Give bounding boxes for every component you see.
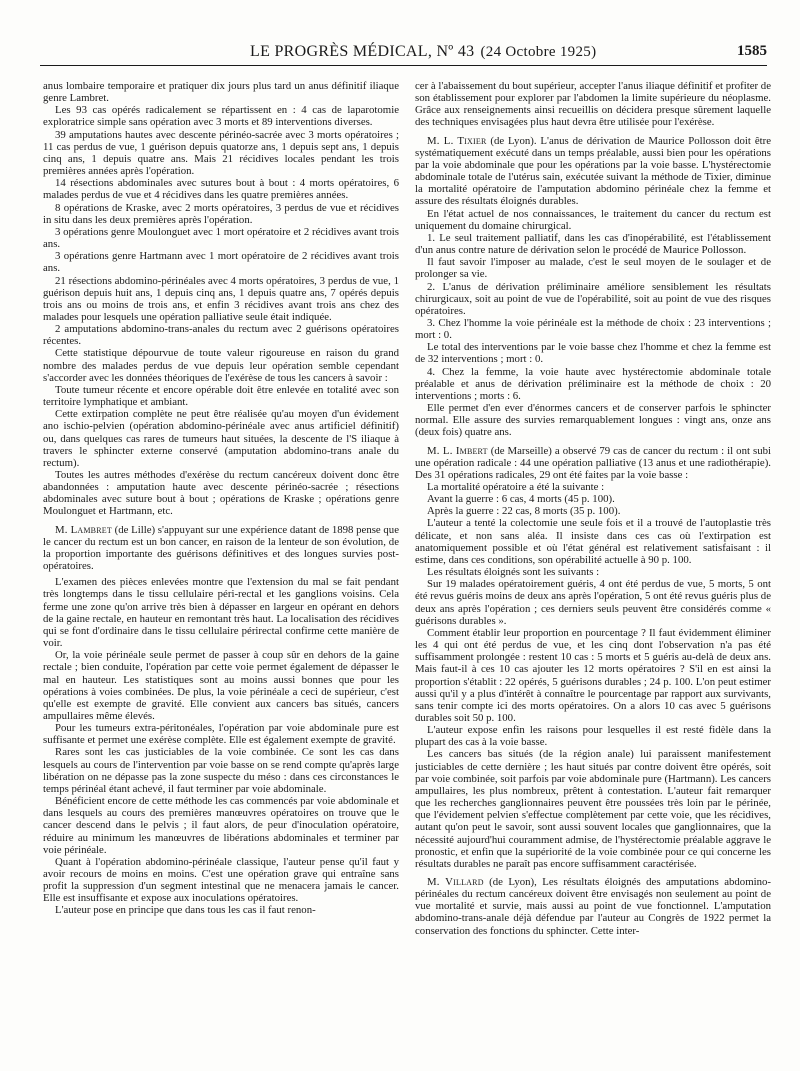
paragraph: Sur 19 malades opératoirement guéris, 4 ont été perdus de vue, 5 morts, 5 ont été revus guéris moins de deux ans après l'opération, 5 ont été revus guéris plus de deux ans après l'opération ; ces derniers seuls peuvent être considérés comme « guérisons durables ».	[415, 578, 771, 627]
paragraph-author-section: M. Lambret (de Lille) s'appuyant sur une expérience datant de 1898 pense que le cancer du rectum est un bon cancer, en raison de la lenteur de son évolution, de la proportion importante des guérisons définitives et des longues survies post-opératoires.	[43, 523, 399, 573]
author-name: M. Villard	[427, 876, 484, 888]
paragraph: Cette extirpation complète ne peut être réalisée qu'au moyen d'un évidement ano ischio-pelvien (opération abdomino-périnéale avec anus artificiel définitif) ou, dans quelques cas rares de tumeurs haut situées, la descente de l'S iliaque à travers le sphincter externe conservé (amputation abdomino-trans anale du rectum).	[43, 408, 399, 469]
author-name: M. Lambret	[55, 523, 112, 536]
paragraph: 2 amputations abdomino-trans-anales du rectum avec 2 guérisons opératoires récentes.	[43, 323, 399, 348]
paragraph: 2. L'anus de dérivation préliminaire améliore sensiblement les résultats chirurgicaux, soit au point de vue de l'opérabilité, soit au point de vue des risques opératoires.	[415, 280, 771, 317]
paragraph: Il faut savoir l'imposer au malade, c'est le seul moyen de le soulager et de prolonger sa vie.	[415, 256, 771, 281]
paragraph: 3 opérations genre Moulonguet avec 1 mort opératoire et 2 récidives avant trois ans.	[43, 225, 399, 251]
paragraph-author-section: M. L. Tixier (de Lyon). L'anus de dérivation de Maurice Pollosson doit être systématiquement exécuté dans un temps préalable, aussi bien pour les opérations par la voie abdominale que pour les opérations par la voie basse. L'hystérectomie abdominale totale de l'utérus sain, exécutée suivant la méthode de Tixier, diminue la mortalité opératoire de l'amputation abdomino périnéale chez la femme et assure des résultats éloignés durables.	[415, 134, 771, 208]
paragraph: L'examen des pièces enlevées montre que l'extension du mal se fait pendant très longtemps dans le tissu cellulaire péri-rectal et les ganglions voisins. Cela ferme une zone qu'on arrive très bien à dépasser en largeur en opérant en dehors de la gaine rectale, en hauteur en remontant très haut. La localisation des récidives qui se font d'ordinaire dans le tissu cellulaire périrectal confirme cette manière de voir.	[43, 576, 399, 650]
paragraph: 4. Chez la femme, la voie haute avec hystérectomie abdominale totale préalable et anus de dérivation préliminaire est la méthode de choix : 20 interventions ; morts : 6.	[415, 365, 771, 402]
paragraph: Rares sont les cas justiciables de la voie combinée. Ce sont les cas dans lesquels au cours de l'intervention par voie basse on se rend compte qu'après large libération on ne dépasse pas la zone suspecte du méso : dans ces circonstances le temps périnéal étant achevé, il faut terminer par voie abdominale.	[43, 746, 399, 795]
paragraph: Après la guerre : 22 cas, 8 morts (35 p. 100).	[427, 505, 621, 518]
paragraph: 8 opérations de Kraske, avec 2 morts opératoires, 3 perdus de vue et récidives in situ dans les deux premières après l'opération.	[43, 201, 399, 226]
paragraph: L'auteur expose enfin les raisons pour lesquelles il est resté fidèle dans la plupart des cas à la voie basse.	[415, 724, 771, 749]
paragraph: Pour les tumeurs extra-péritonéales, l'opération par voie abdominale pure est suffisante et permet une exérèse complète. Elle est également exempte de gravité.	[43, 722, 399, 747]
paragraph: Comment établir leur proportion en pourcentage ? Il faut évidemment éliminer les 4 qui ont été perdus de vue, et les cinq dont l'observation n'a pas été suffisamment prolongée : restent 10 cas : 5 morts et 5 guéris au-delà de deux ans. Mais faut-il à ces 10 cas ajouter les 12 morts opératoires ? S'il en est ainsi la proportion s'établit : 22 opérés, 5 guérisons durables ; 24 p. 100. L'on peut estimer aussi qu'il y a plus d'intérêt à connaître le pourcentage par rapport aux survivants, sans tenir compte ici des morts opératoires. On a alors 10 cas avec 5 guérisons durables soit 50 p. 100.	[415, 626, 771, 724]
paragraph: 3 opérations genre Hartmann avec 1 mort opératoire de 2 récidives avant trois ans.	[43, 250, 399, 275]
paragraph: Cette statistique dépourvue de toute valeur rigoureuse en raison du grand nombre des malades perdus de vue depuis leur opération semble cependant s'accorder avec les données théoriques de l'exérèse de tous les cancers à savoir :	[43, 347, 399, 384]
paragraph: cer à l'abaissement du bout supérieur, accepter l'anus iliaque définitif et profiter de son établissement pour explorer par l'abdomen la limite supérieure du néoplasme. Grâce aux renseignements ainsi recueillis on décidera presque sûrement laquelle des techniques envisagées plus haut devra être utilisée pour l'exérèse.	[415, 80, 771, 129]
paragraph: Les résultats éloignés sont les suivants :	[427, 566, 600, 579]
paragraph: 14 résections abdominales avec sutures bout à bout : 4 morts opératoires, 6 malades perdus de vue et 4 récidives dans les quatre premières années.	[43, 177, 399, 202]
left-column	[43, 80, 399, 1065]
paragraph-author-section: M. L. Imbert (de Marseille) a observé 79 cas de cancer du rectum : il ont subi une opération radicale : 44 une opération palliative (13 anus et une radiothérapie). Des 31 opérations radicales, 29 ont été faites par la voie basse :	[415, 444, 771, 481]
paragraph: Or, la voie périnéale seule permet de passer à coup sûr en dehors de la gaine rectale ; bien conduite, l'opération par cette voie permet également de dépasser le mal en hauteur. Les statistiques sont au moins aussi bonnes que pour les opérations à voies combinées. De plus, la voie périnéale a ceci de supérieur, c'est qu'elle est exempte de gravité. Elle convient aux cancers bas situés, cancers ampullaires même élevés.	[43, 649, 399, 722]
paragraph: L'auteur a tenté la colectomie une seule fois et il a trouvé de l'autoplastie très délicate, et non sans aléa. Il insiste dans ces cas où l'extirpation est anatomiquement possible et où l'état général est relativement satisfaisant : il estime, dans ces conditions, son opérabilité actuelle à 90 p. 100.	[415, 517, 771, 566]
paragraph: Quant à l'opération abdomino-périnéale classique, l'auteur pense qu'il faut y avoir recours de moins en moins. C'est une opération grave qui entraîne sans profit la suppression d'un segment intestinal que ne menacera jamais le cancer. Elle est insuffisante et expose aux inoculations opératoires.	[43, 855, 399, 905]
paragraph: L'auteur pose en principe que dans tous les cas il faut renon-	[55, 904, 316, 917]
page-number: 1585	[737, 43, 767, 59]
paragraph: Toute tumeur récente et encore opérable doit être enlevée en totalité avec son territoire lymphatique et ambiant.	[43, 383, 399, 409]
paragraph: 21 résections abdomino-périnéales avec 4 morts opératoires, 3 perdus de vue, 1 guérison depuis huit ans, 1 depuis cinq ans, 1 depuis quatre ans, 7 opérés depuis trois ans ou moins de trois ans, et enfin 3 récidives avant trois ans chez des malades pour lesquels une opération palliative seule était indiquée.	[43, 274, 399, 323]
author-name: M. L. Tixier	[427, 134, 487, 147]
paragraph: anus lombaire temporaire et pratiquer dix jours plus tard un anus définitif iliaque genre Lambret.	[43, 80, 399, 105]
issue-date: (24 Octobre 1925)	[480, 44, 597, 60]
paragraph: En l'état actuel de nos connaissances, le traitement du cancer du rectum est uniquement du domaine chirurgical.	[415, 207, 771, 232]
paragraph: Bénéficient encore de cette méthode les cas commencés par voie abdominale et dans lesquels au cours des premières manœuvres opératoires on trouve que le cancer descend dans le pelvis ; il faut alors, de peur d'inoculation opératoire, réduire au minimum les manœuvres de libérations abdominales et terminer par voie périnéale.	[43, 795, 399, 856]
author-name: M. L. Imbert	[427, 444, 488, 457]
paragraph: Toutes les autres méthodes d'exérèse du rectum cancéreux doivent donc être abandonnées : amputation haute avec descente périnéo-sacrée ; résections abdominales avec suture bout à bout ; opérations de Kraske ; opérations genre Moulonguet et Hartmann, etc.	[43, 469, 399, 518]
paragraph: Le total des interventions par le voie basse chez l'homme et chez la femme est de 32 interventions ; mort : 0.	[415, 341, 771, 366]
paragraph: Elle permet d'en ever d'énormes cancers et de conserver parfois le sphincter normal. Elle assure des survies remarquablement longues : vingt ans, onze ans (deux fois) quatre ans.	[415, 402, 771, 439]
paragraph: Les cancers bas situés (de la région anale) lui paraissent manifestement justiciables de cette dernière ; les haut situés par contre doivent être opérés, soit par voie combinée, soit parfois par voie abdominale pure (Hartmann). Les cancers ampullaires, les plus nombreux, prêtent à contestation. L'auteur fait remarquer que les recherches ganglionnaires peuvent être poussées très loin par le périnée, que l'évidement pelvien s'effectue complètement par cette voie, que les récidives, autant qu'on peut le savoir, sont aussi souvent locales que ganglionnaires, que la nécessité aujourd'hui couramment admise, de l'hystérectomie préalable aggrave le pronostic, et enfin que la supériorité de la voie combinée pour ce qui concerne les résultats durables ne paraît pas encore suffisamment caractérisée.	[415, 748, 771, 870]
paragraph: 3. Chez l'homme la voie périnéale est la méthode de choix : 23 interventions ; mort : 0.	[415, 316, 771, 342]
paragraph: 1. Le seul traitement palliatif, dans les cas d'inopérabilité, est l'établissement d'un anus contre nature de dérivation selon le procédé de Maurice Pollosson.	[415, 231, 771, 257]
paragraph: Les 93 cas opérés radicalement se répartissent en : 4 cas de laparotomie exploratrice simple sans opération avec 3 morts et 89 interventions diverses.	[43, 104, 399, 129]
running-head	[40, 43, 767, 66]
paragraph: La mortalité opératoire a été la suivante :	[427, 481, 605, 493]
paragraph-author-section: M. Villard (de Lyon), Les résultats éloignés des amputations abdomino-périnéales du rectum cancéreux doivent être envisagés non seulement au point de vue mortalité et survie, mais aussi au point de vue fonctionnel. L'amputation abdomino-trans-anale déjà défendue par l'auteur au Congrès de 1922 permet la conservation des fonctions du sphincter. Cette inter-	[415, 876, 771, 937]
right-column	[415, 80, 771, 1065]
journal-title: LE PROGRÈS MÉDICAL, Nº 43 (24 Octobre 1925)	[250, 43, 597, 60]
paragraph: Avant la guerre : 6 cas, 4 morts (45 p. 100).	[427, 493, 615, 506]
paragraph: 39 amputations hautes avec descente périnéo-sacrée avec 3 morts opératoires ; 11 cas perdus de vue, 1 guérison depuis quatorze ans, 1 depuis sept ans, 1 depuis cinq ans, 1 depuis quatre ans. Mais 21 récidives locales pendant les trois premières années après l'opération.	[43, 128, 399, 178]
